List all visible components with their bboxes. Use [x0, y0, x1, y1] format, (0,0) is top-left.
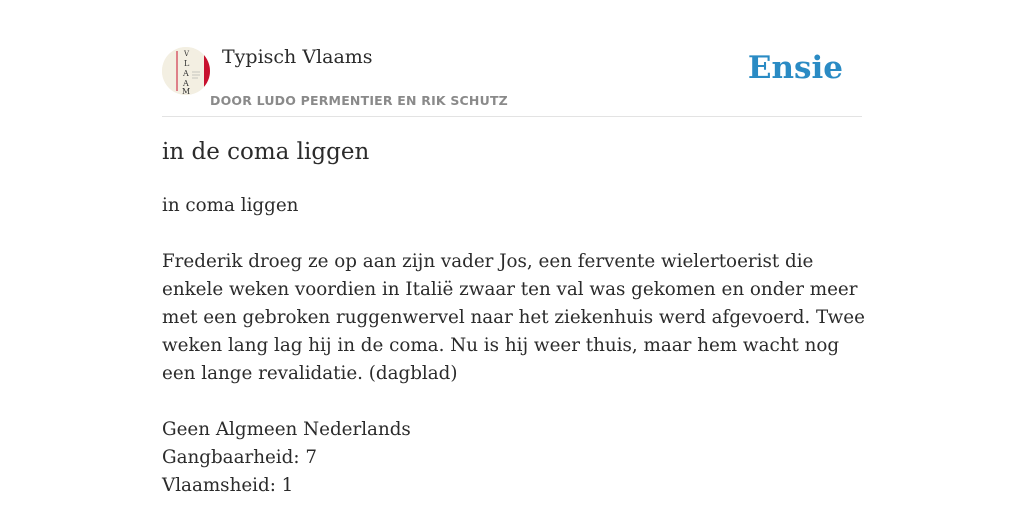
- header: [162, 0, 862, 117]
- book-cover-icon: [162, 47, 210, 95]
- brand-logo[interactable]: Ensie: [747, 50, 843, 86]
- page-container: [162, 0, 865, 496]
- entry-standard: Geen Algmeen Nederlands: [162, 419, 411, 440]
- svg-text:L: L: [184, 59, 190, 68]
- svg-text:M: M: [182, 87, 191, 95]
- source-logo-avatar[interactable]: [162, 47, 210, 95]
- entry-body: [162, 192, 867, 500]
- entry-frequency: Gangbaarheid: 7: [162, 447, 317, 468]
- source-name[interactable]: Typisch Vlaams: [222, 46, 373, 68]
- svg-text:A: A: [183, 79, 189, 88]
- svg-text:V: V: [184, 50, 190, 58]
- source-author: DOOR LUDO PERMENTIER EN RIK SCHUTZ: [210, 93, 508, 108]
- svg-text:A: A: [183, 69, 189, 78]
- entry-term: in de coma liggen: [162, 139, 370, 165]
- entry-flemishness: Vlaamsheid: 1: [162, 475, 294, 496]
- entry-example: Frederik droeg ze op aan zijn vader Jos, een fervente wielertoerist die enkele weken voordien in Italië zwaar ten val was gekomen en onder meer met een gebroken ruggenwervel naar het ziekenhuis werd afgevoerd. Twee weken lang lag hij in de coma. Nu is hij weer thuis, maar hem wacht nog een lange revalidatie. (dagblad): [162, 251, 865, 384]
- entry-synonym: in coma liggen: [162, 195, 299, 216]
